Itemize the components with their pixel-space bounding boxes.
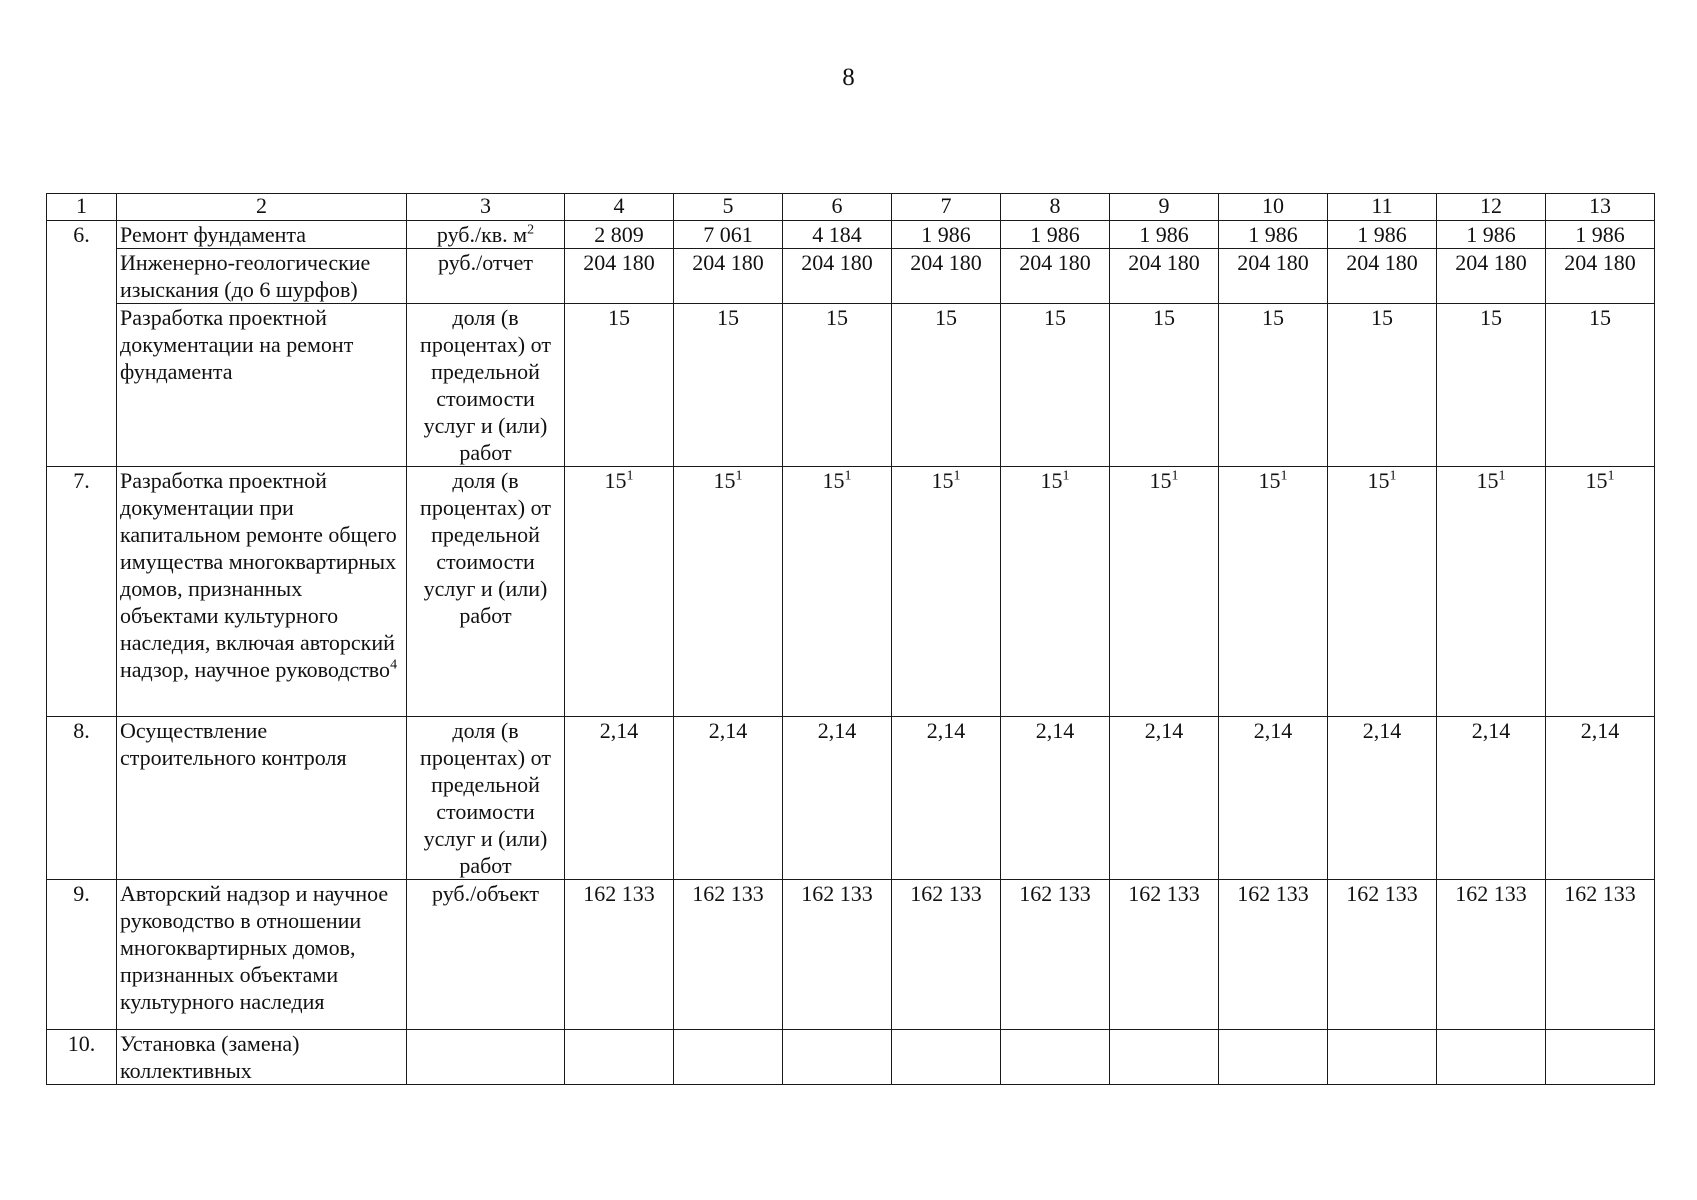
value-cell xyxy=(1546,467,1655,717)
work-name: Инженерно-геологические изыскания (до 6 шурфов) xyxy=(120,250,371,302)
unit-text: доля (в процентах) от предельной стоимости услуг и (или) работ xyxy=(420,305,551,465)
value-cell xyxy=(565,880,674,1030)
work-name: Авторский надзор и научное руководство в отношении многоквартирных домов, признанных объектами культурного наследия xyxy=(120,881,389,1014)
value-text: 15 xyxy=(713,468,736,493)
value-text: 204 180 xyxy=(583,250,655,275)
value-text: 2,14 xyxy=(708,718,748,743)
value-text: 15 xyxy=(1589,305,1611,330)
work-name-cell xyxy=(117,467,407,717)
value-cell xyxy=(565,717,674,880)
row-number: 7. xyxy=(47,467,117,717)
footnote-mark: 1 xyxy=(1171,468,1179,484)
column-number-7: 7 xyxy=(892,194,1001,221)
value-cell xyxy=(674,249,783,304)
value-cell xyxy=(1001,249,1110,304)
value-cell xyxy=(1219,249,1328,304)
value-cell xyxy=(1219,304,1328,467)
column-number-12: 12 xyxy=(1437,194,1546,221)
value-cell xyxy=(1328,880,1437,1030)
value-text: 204 180 xyxy=(692,250,764,275)
column-number-3: 3 xyxy=(407,194,565,221)
value-text: 15 xyxy=(1371,305,1393,330)
value-text: 204 180 xyxy=(801,250,873,275)
value-cell xyxy=(1546,249,1655,304)
unit-text: руб./объект xyxy=(431,881,540,906)
value-text: 2,14 xyxy=(1253,718,1293,743)
table-row xyxy=(47,880,1655,1030)
value-cell xyxy=(1437,467,1546,717)
value-text: 15 xyxy=(1149,468,1172,493)
value-cell xyxy=(1219,1030,1328,1085)
value-cell xyxy=(1546,221,1655,249)
value-cell xyxy=(1219,467,1328,717)
value-cell xyxy=(1110,221,1219,249)
value-text: 15 xyxy=(1044,305,1066,330)
value-cell xyxy=(674,717,783,880)
value-text: 15 xyxy=(608,305,630,330)
value-text: 4 184 xyxy=(812,222,862,247)
footnote-mark: 1 xyxy=(1498,468,1506,484)
value-cell xyxy=(1328,717,1437,880)
value-text: 1 986 xyxy=(1030,222,1080,247)
footnote-mark: 1 xyxy=(1062,468,1070,484)
value-cell xyxy=(1001,304,1110,467)
unit-text: руб./кв. м xyxy=(436,222,528,247)
work-name-cell xyxy=(117,717,407,880)
value-text: 162 133 xyxy=(1237,881,1309,906)
value-cell xyxy=(565,1030,674,1085)
value-text: 15 xyxy=(822,468,845,493)
column-number-row xyxy=(47,194,1655,221)
value-text: 204 180 xyxy=(1455,250,1527,275)
value-text: 162 133 xyxy=(1564,881,1636,906)
value-cell xyxy=(783,304,892,467)
value-text: 15 xyxy=(1040,468,1063,493)
unit-cell xyxy=(407,221,565,249)
value-cell xyxy=(1328,221,1437,249)
value-cell xyxy=(1001,717,1110,880)
footnote-mark: 1 xyxy=(1280,468,1288,484)
value-text: 1 986 xyxy=(1466,222,1516,247)
value-text: 15 xyxy=(604,468,627,493)
value-text: 1 986 xyxy=(921,222,971,247)
value-text: 15 xyxy=(826,305,848,330)
value-cell xyxy=(565,304,674,467)
value-text: 15 xyxy=(1258,468,1281,493)
value-text: 2,14 xyxy=(1144,718,1184,743)
value-cell xyxy=(1110,717,1219,880)
column-number-13: 13 xyxy=(1546,194,1655,221)
table-row xyxy=(47,717,1655,880)
row-number: 10. xyxy=(47,1030,117,1085)
value-cell xyxy=(1110,1030,1219,1085)
footnote-mark: 1 xyxy=(626,468,634,484)
value-cell xyxy=(892,467,1001,717)
value-cell xyxy=(1546,717,1655,880)
value-cell xyxy=(1437,304,1546,467)
value-cell xyxy=(674,880,783,1030)
value-cell xyxy=(1546,1030,1655,1085)
value-cell xyxy=(1001,880,1110,1030)
value-cell xyxy=(1437,221,1546,249)
row-number: 8. xyxy=(47,717,117,880)
column-number-4: 4 xyxy=(565,194,674,221)
value-text: 15 xyxy=(1585,468,1608,493)
value-text: 2,14 xyxy=(1580,718,1620,743)
value-cell xyxy=(892,880,1001,1030)
value-text: 162 133 xyxy=(692,881,764,906)
unit-cell xyxy=(407,467,565,717)
value-cell xyxy=(1110,467,1219,717)
table-row xyxy=(47,221,1655,249)
unit-cell xyxy=(407,1030,565,1085)
value-cell xyxy=(783,717,892,880)
value-cell xyxy=(892,249,1001,304)
value-cell xyxy=(674,1030,783,1085)
value-text: 162 133 xyxy=(1346,881,1418,906)
work-name-cell xyxy=(117,1030,407,1085)
unit-text: руб./отчет xyxy=(438,250,533,275)
value-text: 1 986 xyxy=(1248,222,1298,247)
value-cell xyxy=(783,880,892,1030)
value-text: 15 xyxy=(1367,468,1390,493)
value-cell xyxy=(565,467,674,717)
unit-cell xyxy=(407,880,565,1030)
column-number-1: 1 xyxy=(47,194,117,221)
value-cell xyxy=(892,304,1001,467)
value-cell xyxy=(674,304,783,467)
value-text: 162 133 xyxy=(1128,881,1200,906)
value-text: 1 986 xyxy=(1575,222,1625,247)
value-text: 15 xyxy=(717,305,739,330)
table-row xyxy=(47,467,1655,717)
value-cell xyxy=(783,221,892,249)
value-cell xyxy=(1546,304,1655,467)
unit-exponent: 2 xyxy=(527,222,535,238)
column-number-2: 2 xyxy=(117,194,407,221)
work-name-cell xyxy=(117,880,407,1030)
value-cell xyxy=(565,221,674,249)
value-text: 2 809 xyxy=(594,222,644,247)
value-cell xyxy=(1328,304,1437,467)
page-number: 8 xyxy=(842,64,855,91)
value-cell xyxy=(565,249,674,304)
value-text: 2,14 xyxy=(926,718,966,743)
value-cell xyxy=(783,249,892,304)
value-text: 204 180 xyxy=(1019,250,1091,275)
work-name: Осуществление строительного контроля xyxy=(120,718,347,770)
value-text: 15 xyxy=(1262,305,1284,330)
value-cell xyxy=(1110,249,1219,304)
value-cell xyxy=(892,221,1001,249)
unit-cell xyxy=(407,249,565,304)
value-cell xyxy=(1110,304,1219,467)
value-cell xyxy=(892,1030,1001,1085)
footnote-mark: 1 xyxy=(953,468,961,484)
value-cell xyxy=(1437,717,1546,880)
value-cell xyxy=(1546,880,1655,1030)
value-text: 15 xyxy=(935,305,957,330)
value-text: 162 133 xyxy=(583,881,655,906)
value-cell xyxy=(1437,1030,1546,1085)
value-text: 15 xyxy=(1153,305,1175,330)
value-cell xyxy=(1437,880,1546,1030)
value-text: 162 133 xyxy=(910,881,982,906)
unit-cell xyxy=(407,717,565,880)
work-name: Ремонт фундамента xyxy=(120,222,307,247)
value-cell xyxy=(1328,1030,1437,1085)
table-row xyxy=(47,1030,1655,1085)
column-number-11: 11 xyxy=(1328,194,1437,221)
column-number-8: 8 xyxy=(1001,194,1110,221)
value-text: 162 133 xyxy=(1455,881,1527,906)
value-text: 204 180 xyxy=(1128,250,1200,275)
column-number-5: 5 xyxy=(674,194,783,221)
footnote-mark: 1 xyxy=(1389,468,1397,484)
value-text: 1 986 xyxy=(1357,222,1407,247)
value-cell xyxy=(1219,717,1328,880)
value-cell xyxy=(1110,880,1219,1030)
value-cell xyxy=(1001,467,1110,717)
value-text: 204 180 xyxy=(910,250,982,275)
value-text: 162 133 xyxy=(801,881,873,906)
footnote-mark: 1 xyxy=(1607,468,1615,484)
value-cell xyxy=(1219,880,1328,1030)
column-number-10: 10 xyxy=(1219,194,1328,221)
table-row xyxy=(47,304,1655,467)
value-text: 7 061 xyxy=(703,222,753,247)
value-text: 204 180 xyxy=(1237,250,1309,275)
work-name: Разработка проектной документации на ремонт фундамента xyxy=(120,305,354,384)
value-text: 2,14 xyxy=(599,718,639,743)
value-cell xyxy=(892,717,1001,880)
footnote-mark: 1 xyxy=(735,468,743,484)
row-number: 9. xyxy=(47,880,117,1030)
row-number: 6. xyxy=(47,221,117,467)
work-name-cell xyxy=(117,221,407,249)
value-cell xyxy=(674,467,783,717)
value-text: 1 986 xyxy=(1139,222,1189,247)
value-cell xyxy=(1437,249,1546,304)
column-number-6: 6 xyxy=(783,194,892,221)
value-text: 162 133 xyxy=(1019,881,1091,906)
value-cell xyxy=(1328,467,1437,717)
value-cell xyxy=(1001,1030,1110,1085)
value-text: 204 180 xyxy=(1346,250,1418,275)
value-cell xyxy=(783,467,892,717)
footnote-mark: 4 xyxy=(390,657,398,673)
value-text: 2,14 xyxy=(1035,718,1075,743)
work-name: Установка (замена) коллективных xyxy=(120,1031,300,1083)
value-cell xyxy=(674,221,783,249)
footnote-mark: 1 xyxy=(844,468,852,484)
value-cell xyxy=(783,1030,892,1085)
value-text: 2,14 xyxy=(1362,718,1402,743)
value-text: 2,14 xyxy=(817,718,857,743)
work-name-cell xyxy=(117,249,407,304)
value-text: 15 xyxy=(1476,468,1499,493)
value-cell xyxy=(1001,221,1110,249)
work-name-cell xyxy=(117,304,407,467)
value-text: 204 180 xyxy=(1564,250,1636,275)
column-number-9: 9 xyxy=(1110,194,1219,221)
value-text: 2,14 xyxy=(1471,718,1511,743)
work-name: Разработка проектной документации при капитальном ремонте общего имущества многоквартирных домов, признанных объектами культурного наследия, включая авторский надзор, научное руководство xyxy=(120,468,397,682)
table-row xyxy=(47,249,1655,304)
rates-table xyxy=(46,193,1655,1085)
unit-cell xyxy=(407,304,565,467)
unit-text: доля (в процентах) от предельной стоимости услуг и (или) работ xyxy=(420,468,551,628)
unit-text: доля (в процентах) от предельной стоимости услуг и (или) работ xyxy=(420,718,551,878)
value-cell xyxy=(1219,221,1328,249)
value-text: 15 xyxy=(1480,305,1502,330)
value-text: 15 xyxy=(931,468,954,493)
value-cell xyxy=(1328,249,1437,304)
